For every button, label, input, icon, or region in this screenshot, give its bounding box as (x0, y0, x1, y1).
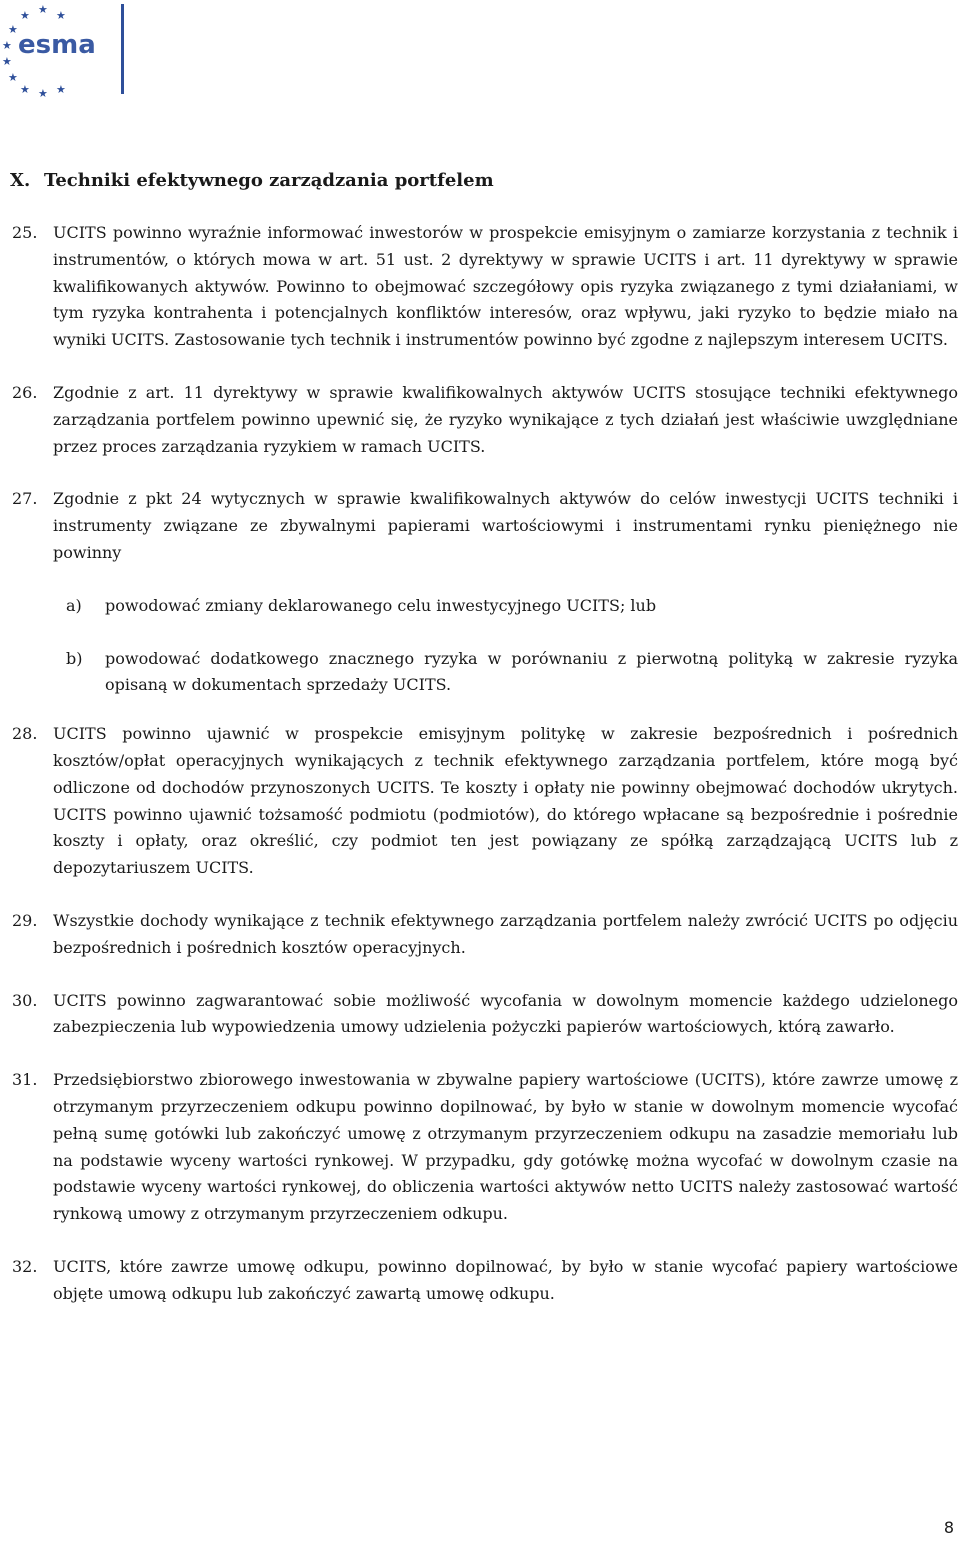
paragraph-27 (0, 486, 960, 566)
paragraph-text: Zgodnie z pkt 24 wytycznych w sprawie kwalifikowalnych aktywów do celów inwestycji UCITS techniki i instrumenty związane ze zbywalnymi papierami wartościowymi i instrumentami rynku pieniężnego nie powinny (53, 489, 958, 562)
paragraph-28 (0, 721, 960, 882)
paragraph-number: 32. (12, 1256, 38, 1276)
paragraph-text: UCITS, które zawrze umowę odkupu, powinno dopilnować, by było w stanie wycofać papiery wartościowe objęte umową odkupu lub zakończyć zawartą umowę odkupu. (53, 1256, 958, 1303)
list-item-a (0, 593, 960, 620)
paragraph-text: UCITS powinno wyraźnie informować inwestorów w prospekcie emisyjnym o zamiarze korzystania z technik i instrumentów, o których mowa w art. 51 ust. 2 dyrektywy w sprawie UCITS i art. 11 dyrektywy w sprawie kwalifikowanych aktywów. Powinno to obejmować szczegółowy opis ryzyka związanego z tymi działaniami, w tym ryzyka kontrahenta i potencjalnych konfliktów interesów, oraz wpływu, jaki ryzyko to będzie miało na wyniki UCITS. Zastosowanie tych technik i instrumentów powinno być zgodne z najlepszym interesem UCITS. (53, 223, 958, 350)
logo-divider (121, 4, 124, 94)
paragraph-number: 28. (12, 724, 38, 744)
paragraph-25 (0, 220, 960, 354)
paragraph-text: Wszystkie dochody wynikające z technik efektywnego zarządzania portfelem należy zwrócić UCITS po odjęciu bezpośrednich i pośrednich kosztów operacyjnych. (53, 910, 958, 957)
paragraph-31 (0, 1067, 960, 1228)
list-item-label: a) (66, 595, 82, 615)
paragraph-text: UCITS powinno ujawnić w prospekcie emisyjnym politykę w zakresie bezpośrednich i pośrednich kosztów/opłat operacyjnych wynikających z technik efektywnego zarządzania portfelem, które mogą być odliczone od dochodów przynoszonych UCITS. Te koszty i opłaty nie powinny obejmować dochodów ukrytych. UCITS powinno ujawnić tożsamość podmiotu (podmiotów), do którego wpłacane są bezpośrednie i pośrednie koszty i opłaty, oraz określić, czy podmiot ten jest powiązany ze spółką zarządzającą UCITS lub z depozytariuszem UCITS. (53, 724, 958, 878)
page-number: 8 (943, 1518, 954, 1537)
list-item-label: b) (66, 648, 83, 668)
list-item-text: powodować dodatkowego znacznego ryzyka w porównaniu z pierwotną polityką w zakresie ryzyka opisaną w dokumentach sprzedaży UCITS. (105, 648, 958, 695)
paragraph-32 (0, 1254, 960, 1308)
document-body (0, 220, 960, 1308)
section-number: X. (10, 170, 31, 191)
paragraph-text: Zgodnie z art. 11 dyrektywy w sprawie kwalifikowalnych aktywów UCITS stosujące techniki efektywnego zarządzania portfelem powinno upewnić się, że ryzyko wynikające z tych działań jest właściwie uwzględniane przez proces zarządzania ryzykiem w ramach UCITS. (53, 382, 958, 456)
paragraph-number: 30. (12, 990, 38, 1010)
eu-stars-icon: ★ ★ ★ ★ ★ ★ ★ ★ ★ ★ (2, 3, 66, 100)
section-title-text: Techniki efektywnego zarządzania portfelem (44, 170, 494, 191)
paragraph-30 (0, 988, 960, 1042)
logo-text: esma (18, 30, 96, 60)
paragraph-number: 26. (12, 382, 38, 402)
section-title (10, 170, 494, 191)
paragraph-text: Przedsiębiorstwo zbiorowego inwestowania w zbywalne papiery wartościowe (UCITS), które zawrze umowę z otrzymanym przyrzeczeniem odkupu powinno dopilnować, by było w stanie w dowolnym momencie wycofać pełną sumę gotówki lub zakończyć umowę z otrzymanym przyrzeczeniem odkupu na zasadzie memoriału lub na podstawie wyceny wartości rynkowej. W przypadku, gdy gotówkę można wycofać w dowolnym czasie na podstawie wyceny wartości rynkowej, do obliczenia wartości aktywów netto UCITS należy zastosować wartość rynkową umowy z otrzymanym przyrzeczeniem odkupu. (53, 1070, 958, 1224)
list-item-text: powodować zmiany deklarowanego celu inwestycyjnego UCITS; lub (105, 595, 657, 615)
esma-logo (0, 0, 130, 100)
paragraph-number: 27. (12, 489, 38, 509)
paragraph-text: UCITS powinno zagwarantować sobie możliwość wycofania w dowolnym momencie każdego udzielonego zabezpieczenia lub wypowiedzenia umowy udzielenia pożyczki papierów wartościowych, którą zawarło. (53, 990, 958, 1037)
paragraph-number: 29. (12, 910, 38, 930)
paragraph-number: 31. (12, 1070, 38, 1090)
paragraph-29 (0, 908, 960, 962)
paragraph-26 (0, 380, 960, 460)
list-item-b (0, 646, 960, 700)
paragraph-number: 25. (12, 223, 38, 242)
